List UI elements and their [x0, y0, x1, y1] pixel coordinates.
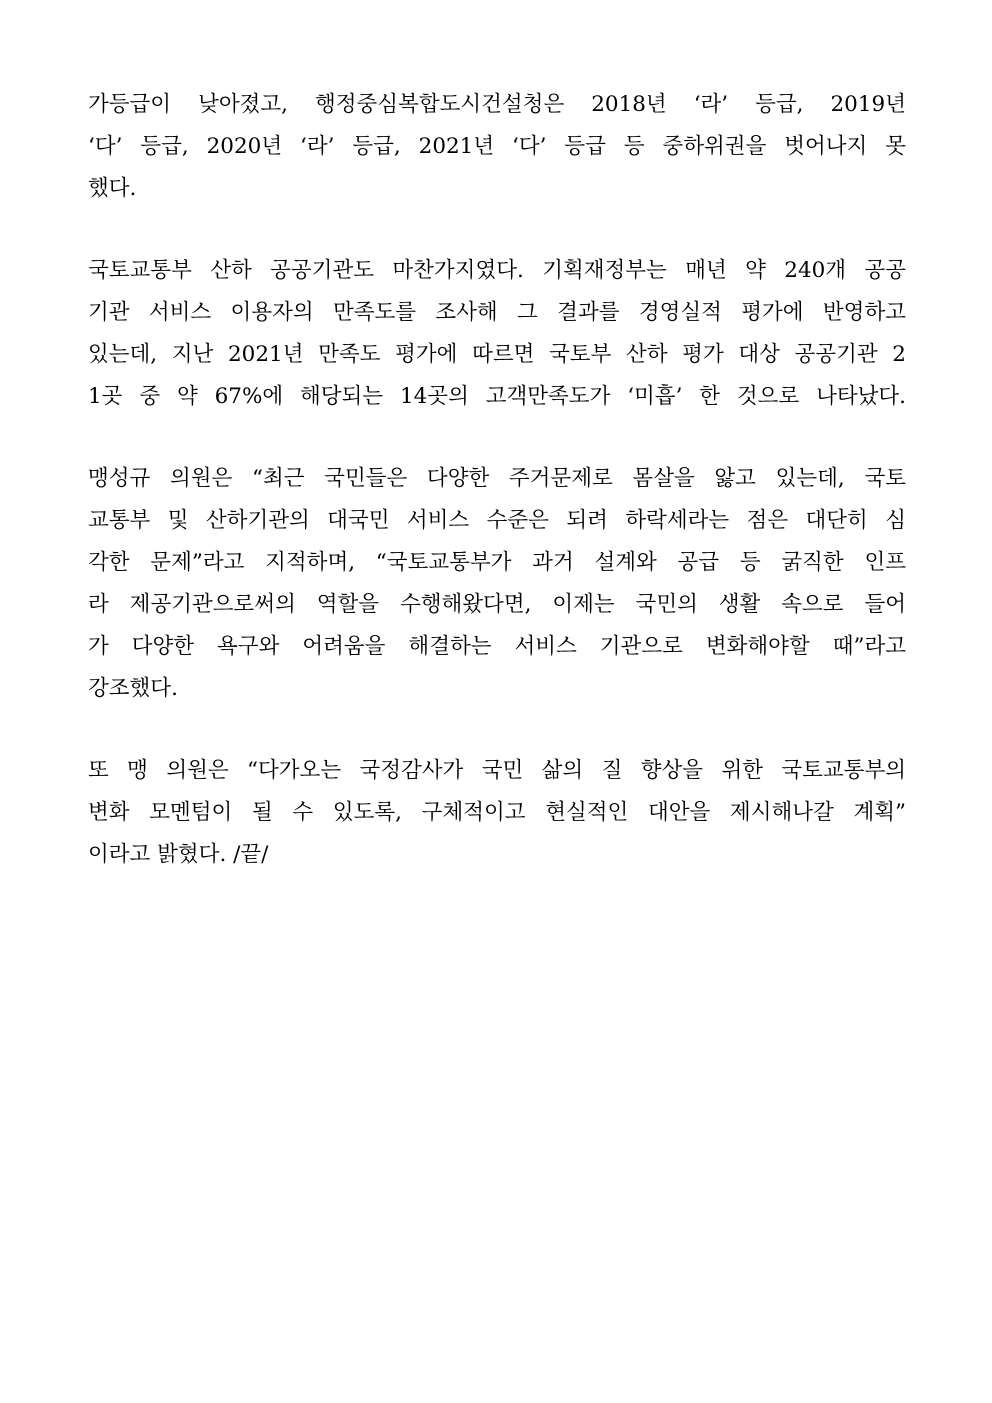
text-line: 기관 서비스 이용자의 만족도를 조사해 그 결과를 경영실적 평가에 반영하고	[88, 300, 906, 325]
text-line: 교통부 및 산하기관의 대국민 서비스 수준은 되려 하락세라는 점은 대단히 심	[88, 508, 906, 533]
text-line: 국토교통부 산하 공공기관도 마찬가지였다. 기획재정부는 매년 약 240개 공공	[88, 258, 906, 283]
text-line: 각한 문제”라고 지적하며, “국토교통부가 과거 설계와 공급 등 굵직한 인프	[88, 550, 906, 575]
paragraph-public-institutions	[88, 250, 906, 418]
text-line: 이라고 밝혔다. /끝/	[88, 842, 269, 867]
document-body	[88, 84, 906, 916]
text-line: 가등급이 낮아졌고, 행정중심복합도시건설청은 2018년 ‘라’ 등급, 2019년	[88, 92, 906, 117]
text-line: 변화 모멘텀이 될 수 있도록, 구체적이고 현실적인 대안을 제시해나갈 계획”	[88, 800, 906, 825]
text-line: ‘다’ 등급, 2020년 ‘라’ 등급, 2021년 ‘다’ 등급 등 중하위권을 벗어나지 못	[88, 134, 906, 159]
paragraph-lawmaker-quote	[88, 458, 906, 710]
paragraph-closing-remarks	[88, 750, 906, 876]
text-line: 가 다양한 욕구와 어려움을 해결하는 서비스 기관으로 변화해야할 때”라고	[88, 634, 906, 659]
text-line: 1곳 중 약 67%에 해당되는 14곳의 고객만족도가 ‘미흡’ 한 것으로 나타났다.	[88, 384, 906, 409]
paragraph-evaluation-grades	[88, 84, 906, 210]
text-line: 했다.	[88, 176, 137, 201]
text-line: 강조했다.	[88, 676, 178, 701]
text-line: 있는데, 지난 2021년 만족도 평가에 따르면 국토부 산하 평가 대상 공공기관 2	[88, 342, 906, 367]
text-line: 또 맹 의원은 “다가오는 국정감사가 국민 삶의 질 향상을 위한 국토교통부의	[88, 758, 906, 783]
text-line: 라 제공기관으로써의 역할을 수행해왔다면, 이제는 국민의 생활 속으로 들어	[88, 592, 906, 617]
text-line: 맹성규 의원은 “최근 국민들은 다양한 주거문제로 몸살을 앓고 있는데, 국토	[88, 466, 906, 491]
